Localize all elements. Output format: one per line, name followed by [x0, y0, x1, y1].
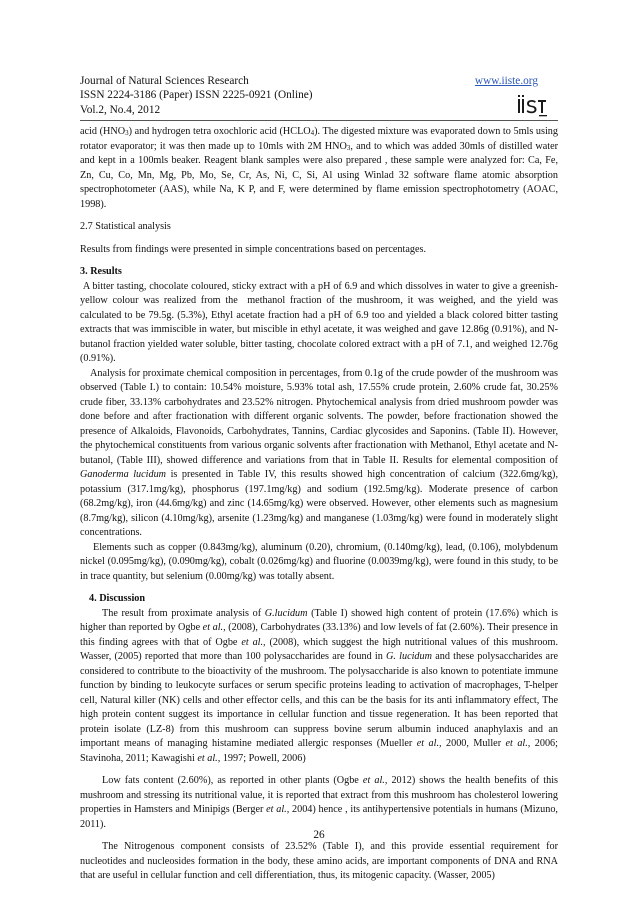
section-heading-results: 3. Results: [80, 266, 122, 277]
section-heading-discussion: 4. Discussion: [89, 593, 146, 604]
iiste-logo: [510, 92, 548, 120]
paragraph-statistical-analysis: Results from findings were presented in simple concentrations based on percentages.: [80, 243, 426, 255]
section-heading-statistical-analysis: 2.7 Statistical analysis: [80, 221, 171, 232]
paragraph-discussion-proximate: The result from proximate analysis of G.lucidum (Table I) showed high content of protein (17.6%) which is higher than reported by Ogbe et al., (2008), Carbohydrates (33.13%) and low levels of fat (2.60%). Their presence in this finding agrees with that of Ogbe et al., (2008), which suggest the high nutritional values of this mushroom. Wasser, (2005) reported that more than 100 polysaccharides are found in G. lucidum and these polysaccharides are considered to contribute to the bioactivity of the mushroom. The polysaccharide is also known to potentiate immune function by binding to leukocyte surfaces or serum specific proteins leading to activation of macrophages, T-helper cell, Natural killer (NK) cells and other effector cells, and this can be the basis for its anti inflammatory effect, The high protein content suggest its importance in cellular function and tissue regeneration. It has been reported that protein isolate (LZ-8) from this mushroom can suppress bovine serum albumin induced anaphylaxis and an important means of managing histamine mediated allergic responses (Mueller et al., 2000, Muller et al., 2006; Stavinoha, 2011; Kawagishi et al., 1997; Powell, 2006): [80, 607, 559, 764]
journal-issn: ISSN 2224-3186 (Paper) ISSN 2225-0921 (Online): [80, 89, 313, 102]
journal-name: Journal of Natural Sciences Research: [80, 75, 249, 87]
paragraph-results-trace-elements: Elements such as copper (0.843mg/kg), aluminum (0.20), chromium, (0.140mg/kg), lead, (0.106), molybdenum nickel (0.095mg/kg), (0.090mg/kg), cobalt (0.026mg/kg) and fluorine (0.0039mg/kg), were found in this study, to be in trace quantity, but selenium (0.00mg/kg) was totally absent.: [80, 541, 558, 582]
paragraph-results-composition: Analysis for proximate chemical composition in percentages, from 0.1g of the crude powder of the mushroom was observed (Table I.) to contain: 10.54% moisture, 5.93% total ash, 17.55% crude protein, 2.60% crude fat, 30.25% crude fiber, 33.13% carbohydrates and 23.52% nitrogen. Phytochemical analysis from dried mushroom powder was done before and after fractionation with different organic solvents. The powder, before fractionation showed the presence of Alkaloids, Flavonoids, Carbohydrates, Tannins, Cardiac glycosides and Saponins. (Table II). However, the phytochemical constituents from various organic solvents after fractionation with Methanol, Ethyl acetate and N-butanol, (Table III), showed difference and variations from that in Table II. Results for elemental composition of Ganoderma lucidum is presented in Table IV, this results showed high concentration of calcium (322.6mg/kg), potassium (317.1mg/kg), phosphorus (197.1mg/kg) and sodium (192.5mg/kg). Moderate presence of carbon (68.2mg/kg), iron (44.6mg/kg) and zinc (14.65mg/kg) were observed. However, other elements such as magnesium (8.7mg/kg), silicon (4.10mg/kg), arsenite (1.23mg/kg) and manganese (1.03mg/kg) were found in moderately slight concentrations.: [80, 367, 558, 538]
page-body: [80, 125, 561, 884]
page-number: 26: [313, 829, 325, 841]
journal-volume: Vol.2, No.4, 2012: [80, 103, 161, 116]
paragraph-results-extract: A bitter tasting, chocolate coloured, sticky extract with a pH of 6.9 and which dissolves in water to give a greenish-yellow colour was realized from the methanol fraction of the mushroom, it was weighed, and the yield was calculated to be 79.5g. (5.3%), Ethyl acetate fraction had a pH of 6.9 too and yielded a black colored bitter tasting extracts that was immiscible in water, but miscible in ethyl acetate, it was weighed and gave 12.86g (0.91%), and N-butanol fraction yielded water soluble, bitter tasting, chocolate colored extract with a pH of 7.1, and weighed 12.76g (0.91%).: [80, 280, 561, 364]
journal-url-link[interactable]: www.iiste.org: [474, 75, 538, 87]
running-header: [80, 74, 558, 117]
paragraph-digestion-method: acid $(HNO_3)$ and hydrogen tetra oxochloric acid $(HCLO_4)$. The digested mixture was evaporated down to 5mls using rotator evaporator; it was then made up to 10mls with 2M $HNO_3$, and to which was added 30mls of distilled water and kept in a 100mls beaker. Reagent blank samples were also prepared , these sample were analyzed for: Ca, Fe, Zn, Cu, Co, Mn, Mg, Pb, Mo, Se, Cr, As, Ni, C, Si, Al using Winlad 32 software flame atomic absorption spectrophotometer (AAS), while Na, K P, and F, were determined by flame emission spectrophotometry (AOAC, 1998).: [80, 126, 558, 210]
paragraph-discussion-nitrogen: The Nitrogenous component consists of 23.52% (Table I), and this provide essential requirement for nucleotides and nucleosides formation in the body, these amino acids, are important components of DNA and RNA that are useful in cellular function and cell differentiation, thus, its mitogenic capacity. (Wasser, 2005): [80, 841, 558, 881]
paragraph-discussion-fats: Low fats content (2.60%), as reported in other plants (Ogbe et al., 2012) shows the health benefits of this mushroom and stressing its nutritional value, it is reported that extract from this mushroom has cholesterol lowering properties in Hamsters and Minipigs (Berger et al., 2004) hence , its antihypertensive potentials in humans (Mizuno, 2011).: [80, 775, 558, 830]
header-rule: [80, 120, 558, 121]
